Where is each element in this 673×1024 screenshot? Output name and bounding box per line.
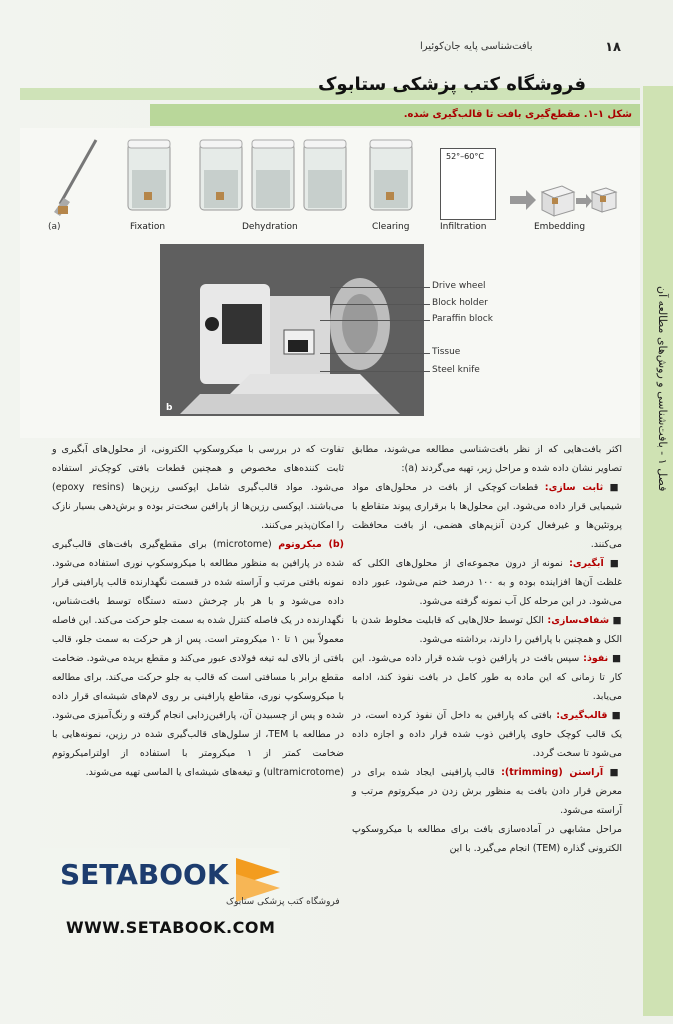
setabook-logo-graphic [40,848,340,910]
callout-tissue: Tissue [432,347,461,357]
list-item: ■ قالب‌گیری: بافتی که پارافین به داخل آن نفوذ کرده است، در یک قالب کوچک حاوی پارافین ذوب شده قرار داده و اجازه داده می‌شود تا سخت گردد. [352,710,622,759]
callout-line [330,304,430,305]
dehydration-jar-1 [200,140,242,210]
temperature-label: 52°–60°C [446,152,484,161]
callout-line [320,371,430,372]
figure-caption: شکل ۱-۱. مقطع‌گیری بافت تا قالب‌گیری شده. [150,104,640,126]
term-infiltration: نفوذ: [583,653,609,664]
left-text-column [52,440,344,782]
callout-line [320,353,430,354]
term-embedding: قالب‌گیری: [556,710,608,721]
callout-line [330,287,430,288]
store-watermark: فروشگاه کتب پزشکی ستابوک [318,74,587,95]
arrow-icon [510,190,536,210]
list-item: ■ آراستن (trimming): قالب پارافینی ایجاد شده برای در معرض قرار دادن بافت به منظور برش زدن در میکروتوم مرتب و آراسته می‌شود. [352,767,622,816]
tissue-processing-diagram [40,132,620,232]
logo-text: SETABOOK [60,858,229,891]
fixation-jar [128,140,170,210]
microtome-illustration [160,244,424,416]
left-paragraph-1: تفاوت که در بررسی با میکروسکوپ الکترونی، از محلول‌های آبگیری و ثابت کننده‌های مخصوص و همچنین قطعات بافتی کوچک‌تر استفاده می‌شود. مواد قالب‌گیری شامل اپوکسی رزین‌ها (epoxy resins) می‌باشند. اپوکسی رزین‌ها از پارافین سخت‌تر بوده و برش‌دهی بسیار نازک را امکان‌پذیر می‌کنند. [52,444,344,531]
dehydration-jar-2 [252,140,294,210]
item-text: بافتی که پارافین به داخل آن نفوذ کرده است، در یک قالب کوچک حاوی پارافین ذوب شده قرار داده و اجازه داده می‌شود تا سخت گردد. [352,710,622,759]
clearing-jar [370,140,412,210]
item-text: نمونه از درون مجموعه‌ای از محلول‌های الکلی که غلظت آن‌ها افزاینده بوده و به ۱۰۰ درصد ختم می‌شود، عبور داده می‌شود. در این مرحله کل آب نمونه گرفته می‌شود. [352,558,622,607]
callout-steel-knife: Steel knife [432,365,480,375]
embedding-block-1 [542,186,574,216]
item-text: قالب پارافینی ایجاد شده برای در معرض قرار دادن بافت به منظور برش زدن در میکروتوم مرتب و آراسته می‌شود. [352,767,622,816]
item-text: قطعات کوچکی از بافت در محلول‌های مواد شیمیایی قرار داده می‌شود. این محلول‌ها با برقراری پیوند متقاطع با پروتئین‌ها و غیرفعال کردن آنزیم‌های هضمی، از بافت محافظت می‌کنند. [352,482,622,550]
chapter-side-tab-text: فصل ۱ - بافت‌شناسی و روش‌های مطالعه آن [656,286,669,492]
embedding-block-2 [592,188,616,212]
running-title: بافت‌شناسی پایه جان‌کوئیرا [420,41,533,52]
term-microtome: (b) میکروتوم [278,539,345,550]
panel-b-label: b [166,403,173,413]
dehydration-jar-3 [304,140,346,210]
item-text: الکل توسط حلال‌هایی که قابلیت مخلوط شدن با الکل و همچنین با پارافین را دارند، برداشته می‌شود. [352,615,622,645]
logo-subtitle: فروشگاه کتب پزشکی ستابوک [226,897,340,907]
chapter-side-tab [643,86,673,1016]
list-item: ■ ثابت سازی: قطعات کوچکی از بافت در محلول‌های مواد شیمیایی قرار داده می‌شود. این محلول‌ها با برقراری پیوند متقاطع با پروتئین‌ها و غیرفعال کردن آنزیم‌های هضمی، از بافت محافظت می‌کنند. [352,482,623,550]
arrow-icon [576,194,592,208]
list-item: ■ نفوذ: سپس بافت در پارافین ذوب شده قرار داده می‌شود. این کار تا زمانی که این ماده به طور کامل در بافت نفوذ کند، ادامه می‌یابد. [352,653,622,702]
term-dehydration: آبگیری: [569,558,604,569]
outro-paragraph: مراحل مشابهی در آماده‌سازی بافت برای مطالعه با میکروسکوپ الکترونی گذاره (TEM) انجام می‌گیرد. با این [352,824,622,854]
callout-drive-wheel: Drive wheel [432,281,486,291]
panel-a-label: (a) [48,222,61,232]
right-text-column [352,440,622,858]
item-text: سپس بافت در پارافین ذوب شده قرار داده می‌شود. این کار تا زمانی که این ماده به طور کامل در بافت نفوذ کند، ادامه می‌یابد. [352,653,622,702]
page-number: ۱۸ [605,40,621,55]
step-label-infiltration: Infiltration [440,222,487,232]
site-url: WWW.SETABOOK.COM [66,918,276,937]
term-fixation: ثابت سازی: [544,482,604,493]
callout-line [320,320,430,321]
left-paragraph-2 [52,535,344,782]
term-clearing: شفاف‌سازی: [547,615,610,626]
intro-paragraph: اکثر بافت‌هایی که از نظر بافت‌شناسی مطالعه می‌شوند، مطابق تصاویر نشان داده شده و مراحل زیر، تهیه می‌گردند (a): [352,444,622,474]
callout-block-holder: Block holder [432,298,488,308]
step-label-clearing: Clearing [372,222,410,232]
setabook-logo [40,848,340,910]
step-label-fixation: Fixation [130,222,166,232]
term-trimming: آراستن (trimming): [501,767,604,778]
list-item: ■ شفاف‌سازی: الکل توسط حلال‌هایی که قابلیت مخلوط شدن با الکل و همچنین با پارافین را دارند، برداشته می‌شود. [352,615,623,645]
callout-paraffin-block: Paraffin block [432,314,493,324]
scalpel-icon [54,140,96,216]
microtome-text: (microtome) برای مقطع‌گیری بافت‌های قالب‌گیری شده در پارافین به منظور مطالعه با میکروسکوپ نوری استفاده می‌شود. نمونه بافتی مرتب و آراسته شده در قسمت نگهدارنده قالب پارافینی قرار داده می‌شود و با هر بار چرخش دسته دستگاه توسط بافت‌شناس، نگهدارنده در یک فاصله کنترل شده به سمت جلو حرکت می‌کند. این فاصله معمولاً بین ۱ تا ۱۰ میکرومتر است. پس از هر حرکت به سمت جلو، قالب بافتی از بالای لبه تیغه فولادی عبور می‌کند و مقطع بریده می‌شود. ضخامت مقطع برابر با مسافتی است که قالب به جلو حرکت می‌کند. برای مطالعه با میکروسکوپ نوری، مقاطع پارافینی بر روی لام‌های شیشه‌ای قرار داده شده و پس از چسبیدن آن، پارافین‌زدایی انجام گرفته و رنگ‌آمیزی می‌شود. در مطالعه با TEM، از سلول‌های قالب‌گیری شده در رزین، نمونه‌هایی با ضخامت کمتر از ۱ میکرومتر با استفاده از اولترامیکروتوم (ultramicrotome) و تیغه‌های شیشه‌ای یا الماسی تهیه می‌شوند. [52,539,345,778]
list-item: ■ آبگیری: نمونه از درون مجموعه‌ای از محلول‌های الکلی که غلظت آن‌ها افزاینده بوده و به ۱۰۰ درصد ختم می‌شود، عبور داده می‌شود. در این مرحله کل آب نمونه گرفته می‌شود. [352,558,622,607]
microtome-photo [160,244,424,416]
step-label-embedding: Embedding [534,222,586,232]
step-label-dehydration: Dehydration [242,222,298,232]
